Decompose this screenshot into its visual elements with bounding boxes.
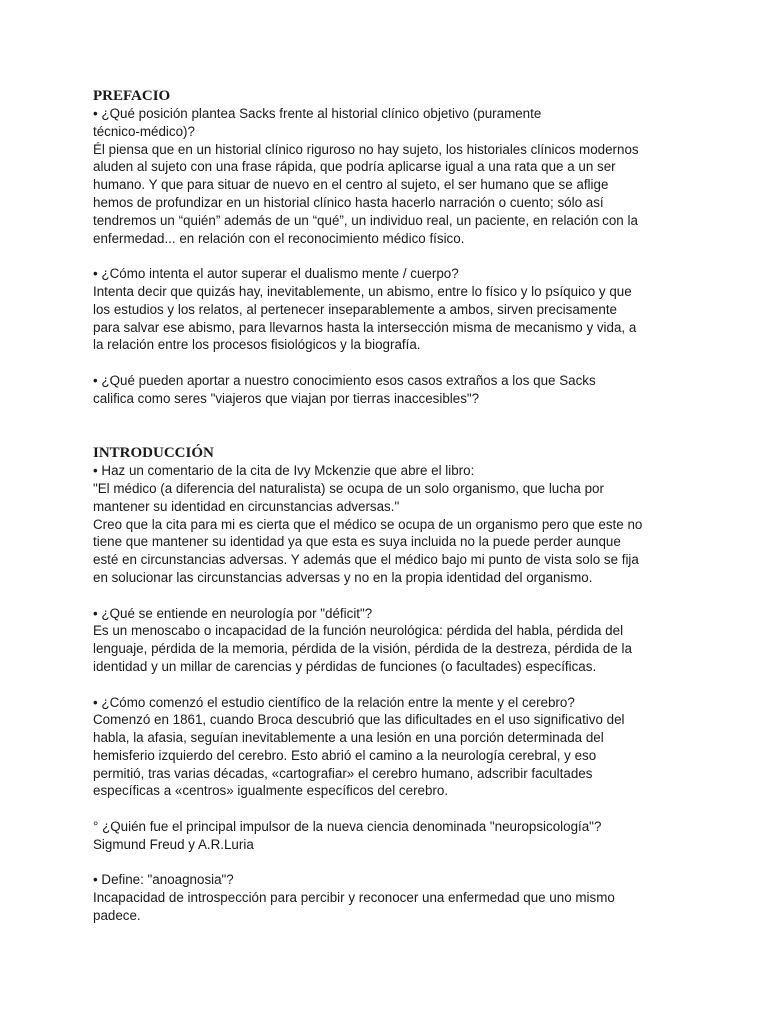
question-line: • ¿Qué se entiende en neurología por "déficit"? — [93, 605, 373, 621]
question-line: • ¿Qué pueden aportar a nuestro conocimiento esos casos extraños a los que Sacks — [93, 372, 596, 388]
answer-line: padece. — [93, 908, 141, 924]
answer-line: habla, la afasia, seguían inevitablemente a una lesión en una porción determinada del — [93, 730, 604, 746]
question-line: • ¿Cómo intenta el autor superar el dualismo mente / cuerpo? — [93, 266, 459, 282]
question-prefacio-2 — [93, 265, 693, 283]
section-heading-prefacio: PREFACIO — [93, 88, 171, 104]
question-prefacio-3 — [93, 372, 693, 408]
section-prefacio — [93, 86, 693, 408]
question-prefacio-1 — [93, 105, 693, 141]
answer-line: Intenta decir que quizás hay, inevitablemente, un abismo, entre lo físico y lo psíquico y que — [93, 283, 632, 299]
answer-line: permitió, tras varias décadas, «cartografiar» el cerebro humano, adscribir facultades — [93, 765, 593, 781]
question-introduccion-4 — [93, 818, 693, 836]
answer-line: Es un menoscabo o incapacidad de la función neurológica: pérdida del habla, pérdida del — [93, 623, 624, 639]
answer-line: identidad y un millar de carencias y pérdidas de funciones (o facultades) específicas. — [93, 658, 597, 674]
quote-line: mantener su identidad en circunstancias adversas." — [93, 498, 400, 514]
question-introduccion-3 — [93, 694, 693, 712]
answer-prefacio-1 — [93, 141, 693, 248]
question-line: ° ¿Quién fue el principal impulsor de la nueva ciencia denominada "neuropsicología"? — [93, 819, 602, 835]
answer-line: lenguaje, pérdida de la memoria, pérdida de la visión, pérdida de la destreza, pérdida de la — [93, 641, 632, 657]
question-line: técnico-médico)? — [93, 123, 195, 139]
answer-line: Comenzó en 1861, cuando Broca descubrió que las dificultades en el uso significativo del — [93, 712, 625, 728]
question-line: • ¿Cómo comenzó el estudio científico de la relación entre la mente y el cerebro? — [93, 694, 575, 710]
answer-introduccion-3 — [93, 711, 693, 800]
answer-prefacio-2 — [93, 283, 693, 354]
answer-line: para salvar ese abismo, para llevarnos hasta la intersección misma de mecanismo y vida, a — [93, 319, 637, 335]
answer-line: tiene que mantener su identidad ya que esta es suya incluida no la puede perder aunque — [93, 534, 621, 550]
answer-line: Incapacidad de introspección para percibir y reconocer una enfermedad que uno mismo — [93, 890, 615, 906]
answer-line: aluden al sujeto con una frase rápida, que podría aplicarse igual a una rata que a un ser — [93, 159, 616, 175]
quote-line: "El médico (a diferencia del naturalista) se ocupa de un solo organismo, que lucha por — [93, 480, 604, 496]
section-heading-introduccion: INTRODUCCIÓN — [93, 445, 214, 462]
answer-line: hemisferio izquierdo del cerebro. Esto abrió el camino a la neurología cerebral, y eso — [93, 747, 597, 763]
answer-line: específicas a «centros» igualmente específicos del cerebro. — [93, 783, 449, 799]
answer-line: humano. Y que para situar de nuevo en el centro al sujeto, el ser humano que se aflige — [93, 177, 609, 193]
answer-line: los estudios y los relatos, al pertenecer inseparablemente a ambos, sirven precisamente — [93, 301, 617, 317]
question-line: • ¿Qué posición plantea Sacks frente al historial clínico objetivo (puramente — [93, 106, 542, 121]
answer-line: en solucionar las circunstancias adversas y no en la propia identidad del organismo. — [93, 569, 593, 585]
answer-line: hemos de profundizar en un historial clínico hasta hacerlo narración o cuento; sólo así — [93, 194, 604, 210]
answer-line: tendremos un “quién” además de un “qué”, un individuo real, un paciente, en relación con la — [93, 212, 638, 228]
answer-line: Creo que la cita para mi es cierta que el médico se ocupa de un organismo pero que este no — [93, 516, 643, 532]
section-introduccion — [93, 443, 693, 925]
answer-introduccion-2 — [93, 622, 693, 675]
question-introduccion-2 — [93, 605, 693, 623]
answer-line: la relación entre los procesos fisiológicos y la biografía. — [93, 337, 421, 353]
question-introduccion-5 — [93, 871, 693, 889]
answer-introduccion-4 — [93, 836, 693, 854]
answer-introduccion-1 — [93, 516, 693, 587]
question-line: • Haz un comentario de la cita de Ivy Mckenzie que abre el libro: — [93, 463, 475, 479]
question-line: • Define: "anoagnosia"? — [93, 872, 234, 888]
question-line: califica como seres "viajeros que viajan por tierras inaccesibles"? — [93, 390, 480, 406]
answer-line: Sigmund Freud y A.R.Luria — [93, 836, 254, 852]
answer-introduccion-5 — [93, 889, 693, 925]
answer-line: Él piensa que en un historial clínico riguroso no hay sujeto, los historiales clínicos modernos — [93, 141, 639, 157]
answer-line: enfermedad... en relación con el reconocimiento médico físico. — [93, 230, 465, 246]
answer-line: esté en circunstancias adversas. Y además que el médico bajo mi punto de vista solo se fija — [93, 552, 639, 568]
document-page — [93, 86, 693, 925]
question-introduccion-1 — [93, 462, 693, 515]
